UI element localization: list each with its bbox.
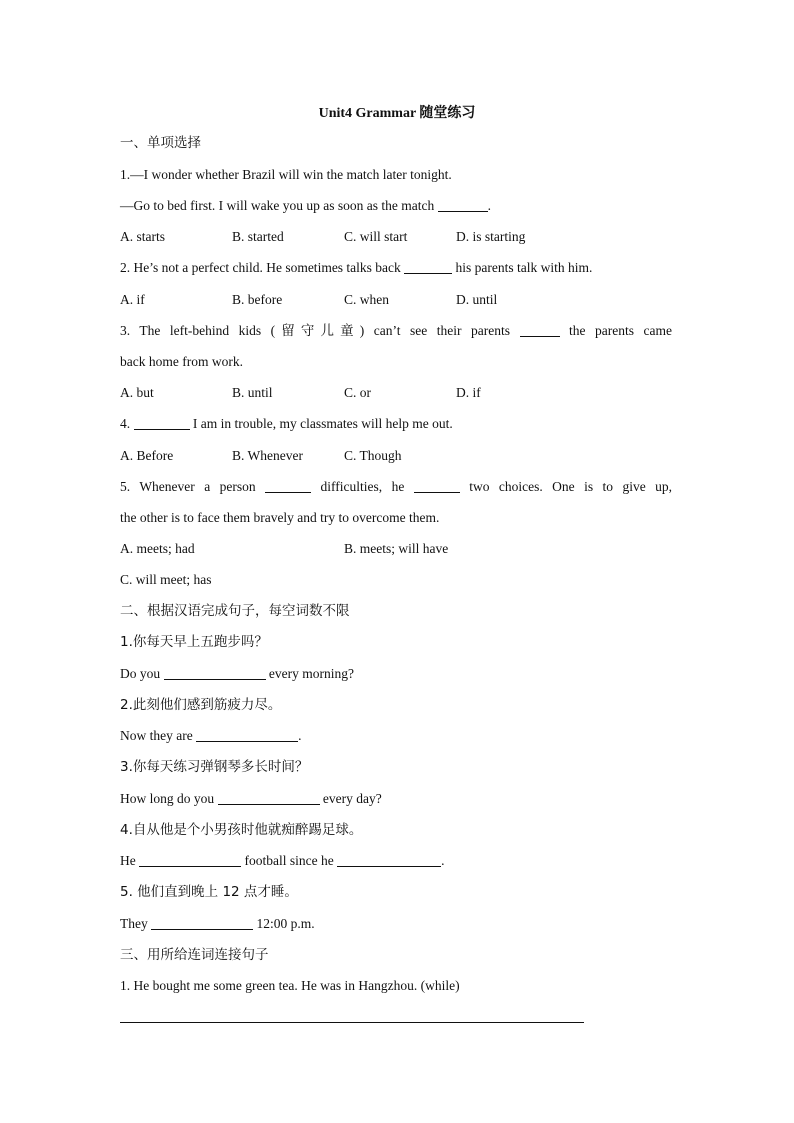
s2-item5-sentence: [120, 915, 680, 933]
q3-option-a[interactable]: A. but: [120, 385, 154, 400]
q4-line: [120, 415, 680, 433]
q5-option-c[interactable]: C. will meet; has: [120, 572, 212, 587]
q3-text-b: the parents came: [569, 323, 673, 338]
s3-q1: 1. He bought me some green tea. He was in Hangzhou. (while): [120, 978, 460, 993]
q1-option-d[interactable]: D. is starting: [456, 229, 526, 244]
q2-option-d[interactable]: D. until: [456, 292, 498, 307]
s2-item5-text-b: 12:00 p.m.: [256, 916, 315, 931]
q1-option-b[interactable]: B. started: [232, 229, 284, 244]
q4-option-b[interactable]: B. Whenever: [232, 448, 303, 463]
q5-text-c: two choices. One is to give up,: [469, 479, 673, 494]
q1-line1: 1.—I wonder whether Brazil will win the match later tonight.: [120, 167, 452, 182]
s2-item1-sentence: [120, 665, 680, 683]
q3-option-c[interactable]: C. or: [344, 385, 371, 400]
q1-blank[interactable]: [438, 197, 488, 212]
s2-item2-blank[interactable]: [196, 727, 298, 742]
section3-heading: 三、用所给连词连接句子: [120, 947, 269, 963]
s2-item4-sentence: [120, 852, 680, 870]
page-title: Unit4 Grammar 随堂练习: [318, 106, 476, 121]
q2-option-c[interactable]: C. when: [344, 292, 389, 307]
s2-item2-sentence: [120, 727, 680, 745]
s2-item4-text-c: .: [441, 853, 445, 868]
q2-text-b: his parents talk with him.: [455, 260, 593, 275]
q2-blank[interactable]: [404, 259, 452, 274]
q1-text: —Go to bed first. I will wake you up as soon as the match: [120, 198, 435, 213]
q4-number: 4.: [120, 416, 131, 431]
q5-blank-2[interactable]: [414, 478, 460, 493]
q1-option-c[interactable]: C. will start: [344, 229, 408, 244]
s2-item1-blank[interactable]: [164, 665, 266, 680]
s2-item1-text-a: Do you: [120, 666, 161, 681]
q3-blank[interactable]: [520, 322, 560, 337]
q5-text-a: 5. Whenever a person: [120, 479, 256, 494]
q3-text-a: 3. The left-behind kids (留守儿童) can’t see their parents: [120, 323, 511, 338]
q1-end: .: [487, 198, 491, 213]
s2-item3-sentence: [120, 790, 680, 808]
q4-text: I am in trouble, my classmates will help me out.: [192, 416, 453, 431]
q3-option-b[interactable]: B. until: [232, 385, 273, 400]
q5-blank-1[interactable]: [265, 478, 311, 493]
s2-item5-blank[interactable]: [151, 915, 253, 930]
q5-line2: the other is to face them bravely and try to overcome them.: [120, 510, 440, 525]
s3-q1-answer-line[interactable]: [120, 1022, 584, 1023]
s2-item3-text-b: every day?: [322, 791, 382, 806]
section1-heading: 一、单项选择: [120, 135, 201, 151]
s2-item5-text-a: They: [120, 916, 148, 931]
s2-item1-text-b: every morning?: [268, 666, 354, 681]
s2-item2-text-b: .: [298, 728, 302, 743]
q2-option-a[interactable]: A. if: [120, 292, 145, 307]
q2-option-b[interactable]: B. before: [232, 292, 283, 307]
q4-blank[interactable]: [134, 415, 190, 430]
s2-item4-text-a: He: [120, 853, 136, 868]
q1-option-a[interactable]: A. starts: [120, 229, 165, 244]
section2-heading: 二、根据汉语完成句子，每空词数不限: [120, 603, 350, 619]
s2-item1-chinese: 1.你每天早上五跑步吗？: [120, 634, 268, 650]
s2-item2-chinese: 2.此刻他们感到筋疲力尽。: [120, 697, 282, 713]
q4-option-c[interactable]: C. Though: [344, 448, 402, 463]
s2-item5-chinese: 5. 他们直到晚上 12 点才睡。: [120, 884, 298, 900]
s2-item4-blank-2[interactable]: [337, 852, 441, 867]
s2-item4-blank-1[interactable]: [139, 852, 241, 867]
q3-line1: [120, 322, 672, 340]
s2-item3-text-a: How long do you: [120, 791, 215, 806]
q3-line2: back home from work.: [120, 354, 243, 369]
q2-line: [120, 259, 680, 277]
s2-item3-blank[interactable]: [218, 790, 320, 805]
q5-option-b[interactable]: B. meets; will have: [344, 541, 449, 556]
s2-item4-chinese: 4.自从他是个小男孩时他就痴醉踢足球。: [120, 822, 363, 838]
q4-option-a[interactable]: A. Before: [120, 448, 174, 463]
q5-text-b: difficulties, he: [320, 479, 405, 494]
q3-option-d[interactable]: D. if: [456, 385, 481, 400]
q5-option-a[interactable]: A. meets; had: [120, 541, 195, 556]
s2-item4-text-b: football since he: [244, 853, 334, 868]
q5-line1: [120, 478, 672, 496]
s2-item3-chinese: 3.你每天练习弹钢琴多长时间？: [120, 759, 309, 775]
q2-text-a: 2. He’s not a perfect child. He sometimes talks back: [120, 260, 401, 275]
q1-line2: [120, 197, 680, 215]
s2-item2-text-a: Now they are: [120, 728, 193, 743]
